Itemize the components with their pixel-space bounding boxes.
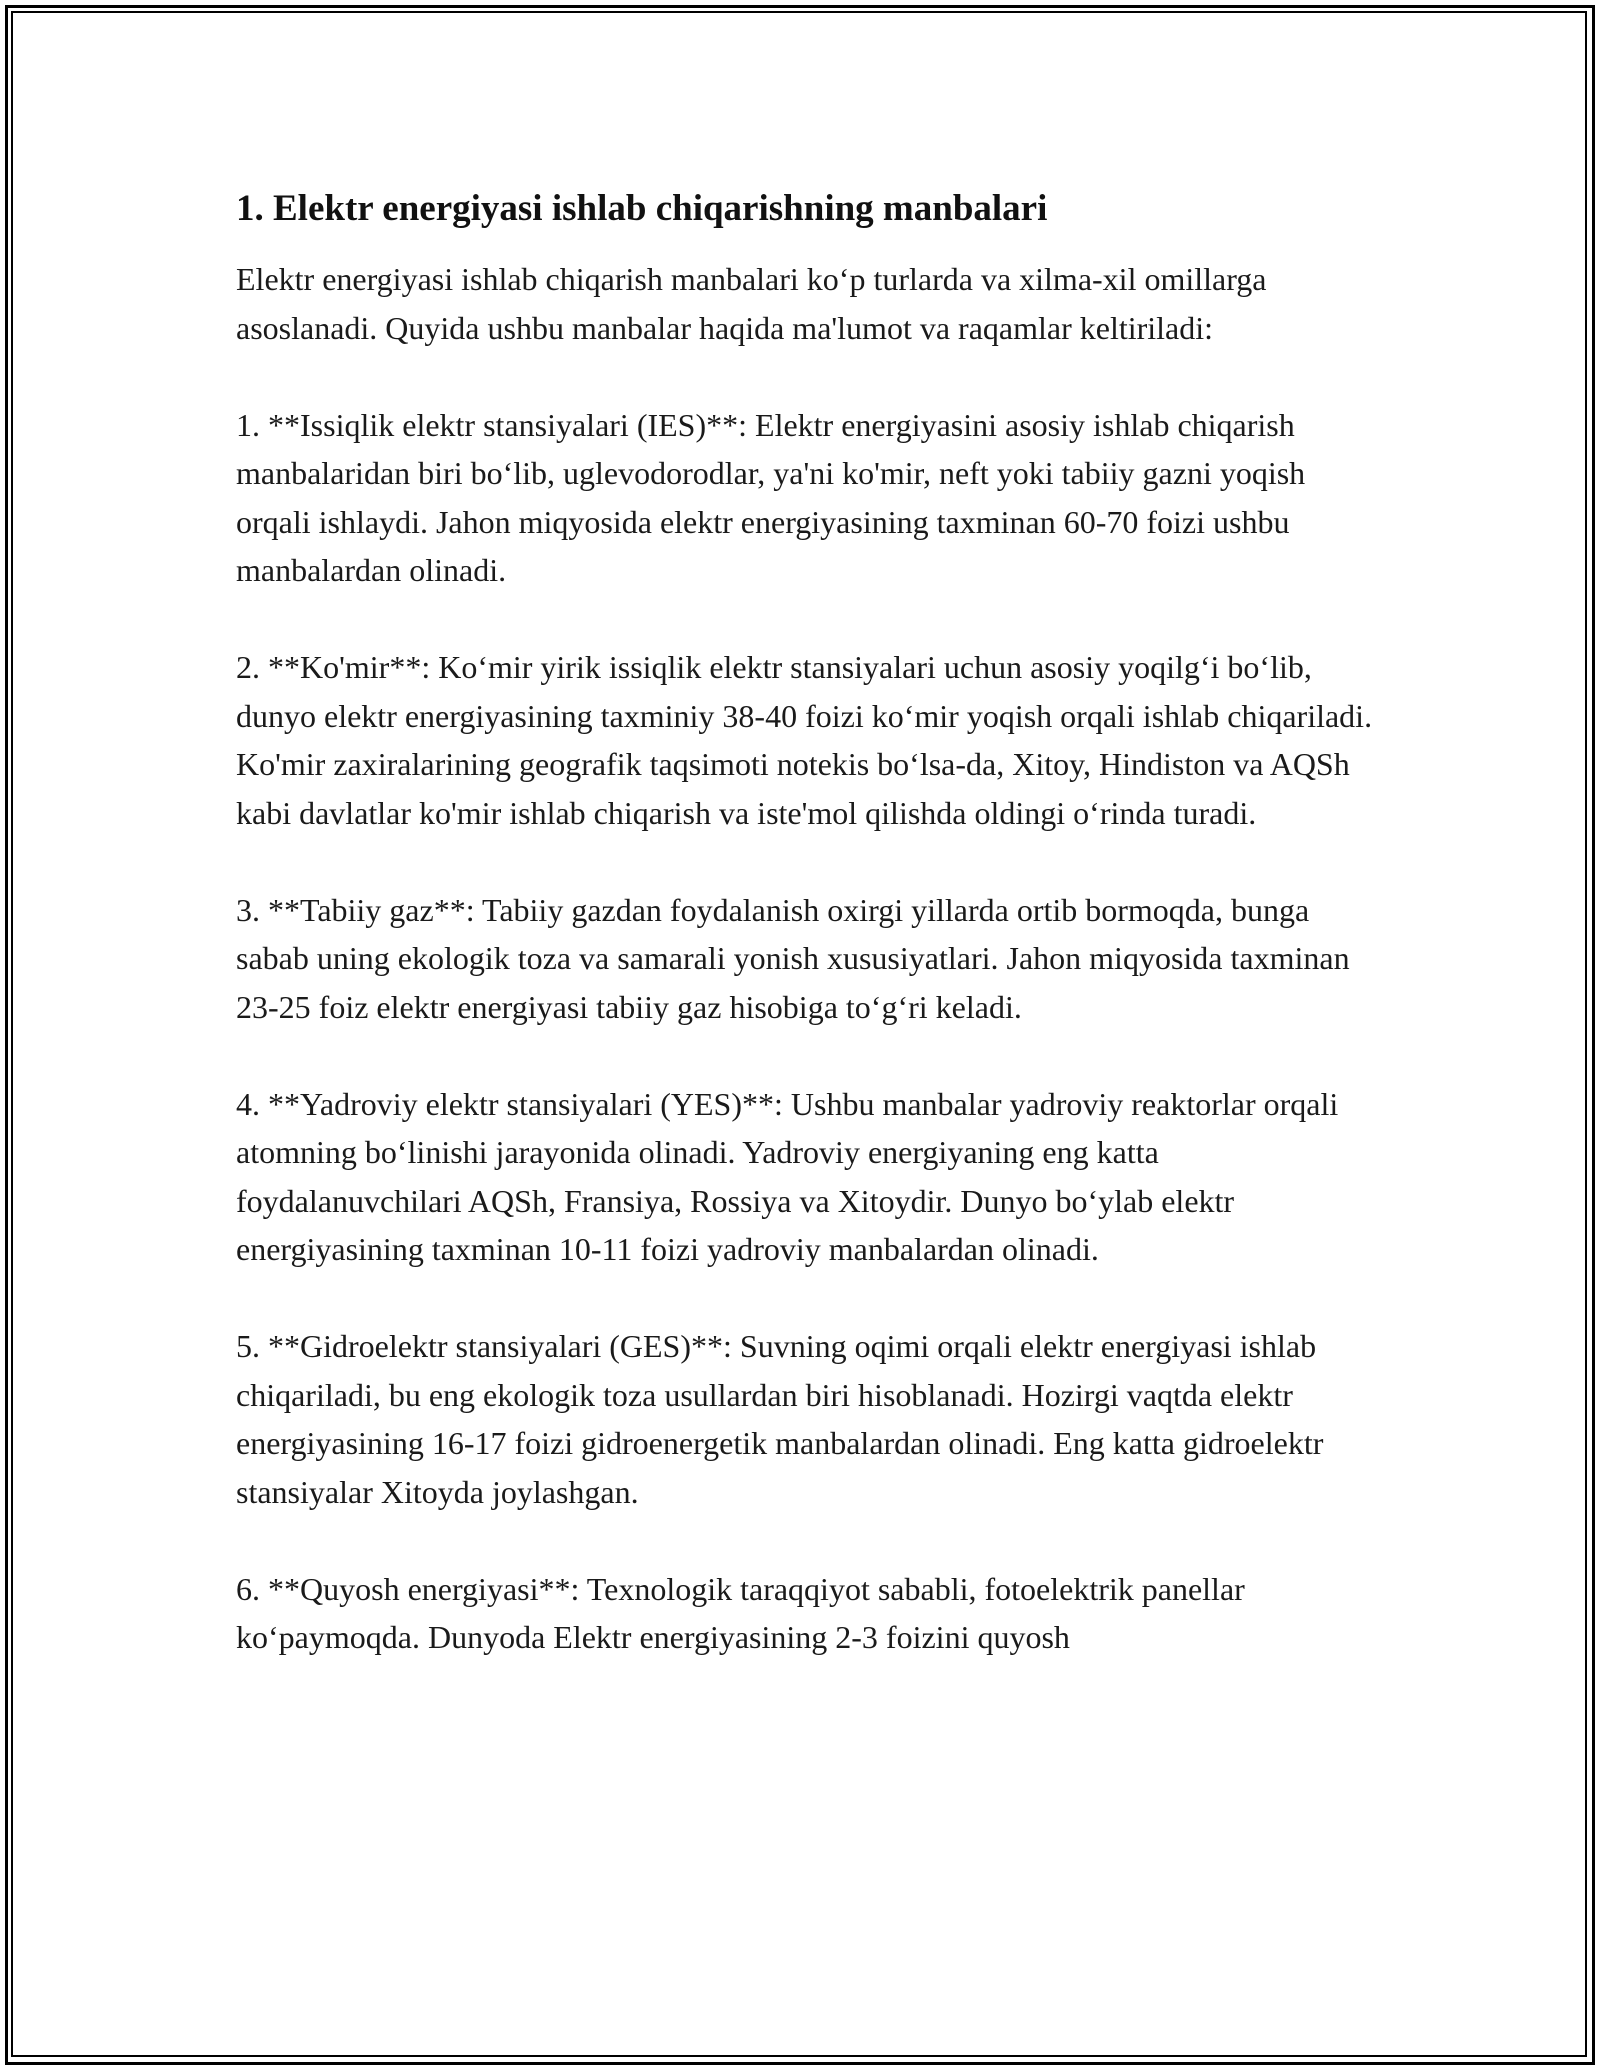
document-title: 1. Elektr energiyasi ishlab chiqarishning manbalari xyxy=(236,188,1048,229)
paragraph-yes: 4. **Yadroviy elektr stansiyalari (YES)**: Ushbu manbalar yadroviy reaktorlar orqali atomning bo‘linishi jarayonida olinadi. Yadroviy energiyaning eng katta foydalanuvchilari AQSh, Fransiya, Rossiya va Xitoydir. Dunyo bo‘ylab elektr energiyasining taxminan 10-11 foizi yadroviy manbalardan olinadi. xyxy=(236,1085,1339,1267)
paragraph-komir: 2. **Ko'mir**: Ko‘mir yirik issiqlik elektr stansiyalari uchun asosiy yoqilg‘i bo‘lib, dunyo elektr energiyasining taxminiy 38-40 foizi ko‘mir yoqish orqali ishlab chiqariladi. Ko'mir zaxiralarining geografik taqsimoti notekis bo‘lsa-da, Xitoy, Hindiston va AQSh kabi davlatlar ko'mir ishlab chiqarish va iste'mol qilishda oldingi o‘rinda turadi. xyxy=(236,649,1373,831)
paragraph-intro: Elektr energiyasi ishlab chiqarish manbalari ko‘p turlarda va xilma-xil omillarga asoslanadi. Quyida ushbu manbalar haqida ma'lumot va raqamlar keltiriladi: xyxy=(236,261,1267,346)
paragraph-ies: 1. **Issiqlik elektr stansiyalari (IES)**: Elektr energiyasini asosiy ishlab chiqarish manbalaridan biri bo‘lib, uglevodorodlar, ya'ni ko'mir, neft yoki tabiiy gazni yoqish orqali ishlaydi. Jahon miqyosida elektr energiyasining taxminan 60-70 foizi ushbu manbalardan olinadi. xyxy=(236,406,1306,588)
paragraph-tabiiy-gaz: 3. **Tabiiy gaz**: Tabiiy gazdan foydalanish oxirgi yillarda ortib bormoqda, bunga sabab uning ekologik toza va samarali yonish xususiyatlari. Jahon miqyosida taxminan 23-25 foiz elektr energiyasi tabiiy gaz hisobiga to‘g‘ri keladi. xyxy=(236,891,1350,1025)
paragraph-quyosh: 6. **Quyosh energiyasi**: Texnologik taraqqiyot sababli, fotoelektrik panellar ko‘paymoqda. Dunyoda Elektr energiyasining 2-3 foizini quyosh xyxy=(236,1570,1245,1655)
document-body xyxy=(236,185,1376,1710)
paragraph-ges: 5. **Gidroelektr stansiyalari (GES)**: Suvning oqimi orqali elektr energiyasi ishlab chiqariladi, bu eng ekologik toza usullardan biri hisoblanadi. Hozirgi vaqtda elektr energiyasining 16-17 foizi gidroenergetik manbalardan olinadi. Eng katta gidroelektr stansiyalar Xitoyda joylashgan. xyxy=(236,1328,1324,1510)
